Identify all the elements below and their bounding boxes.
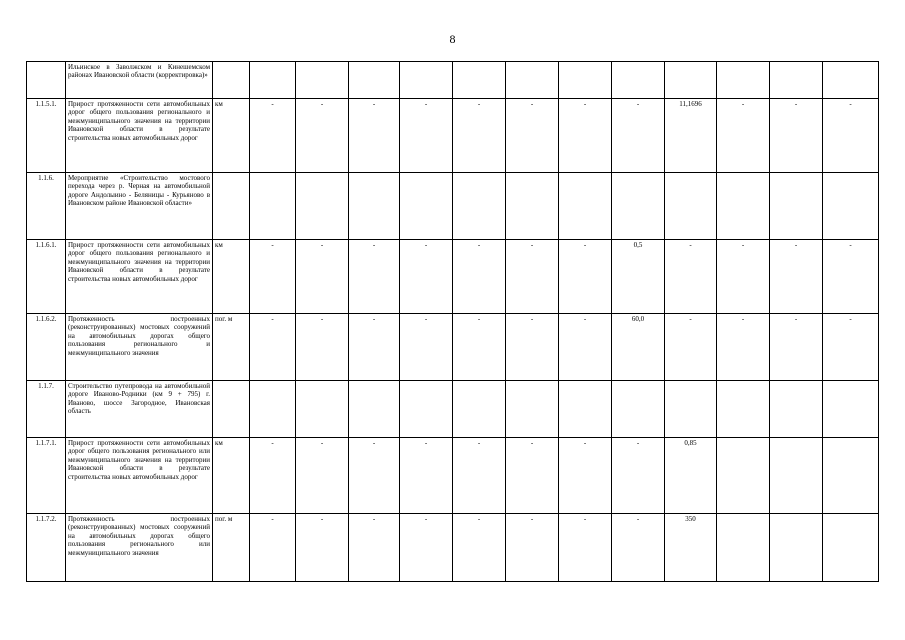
value-cell: - [453,514,506,582]
value-cell: - [400,314,453,381]
indicator-name-cell: Строительство путепровода на автомобильной дороге Иваново-Родники (км 9 + 795) г. Иваново, шоссе Загородное, Ивановская область [66,381,213,438]
unit-cell [213,381,250,438]
unit-cell: км [213,99,250,173]
value-cell: - [612,99,665,173]
value-cell [717,62,770,99]
value-cell-last: - [823,240,879,314]
value-cell: - [400,99,453,173]
value-cell [400,173,453,240]
value-cell: - [453,99,506,173]
value-cell [612,62,665,99]
value-cell [717,381,770,438]
value-cell-last [823,381,879,438]
value-cell: - [770,240,823,314]
value-cell [770,62,823,99]
value-cell [506,62,559,99]
value-cell-last: - [823,99,879,173]
value-cell: - [612,514,665,582]
value-cell [770,438,823,514]
value-cell [665,381,717,438]
indicator-name-cell: Мероприятие «Строительство мостового перехода через р. Черная на автомобильной дороге Андолыино - Беляницы - Курьяново в Ивановском районе Ивановской области» [66,173,213,240]
value-cell [453,62,506,99]
value-cell [717,173,770,240]
value-cell: - [506,438,559,514]
value-cell: 11,1696 [665,99,717,173]
row-number-cell: 1.1.6.1. [27,240,66,314]
indicator-name-cell: Протяженность построенных (реконструированных) мостовых сооружений на автомобильных дорогах общего пользования регионального или межмуниципального значения [66,514,213,582]
indicator-name-cell: Протяженность построенных (реконструированных) мостовых сооружений на автомобильных дорогах общего пользования регионального и межмуниципального значения [66,314,213,381]
value-cell [400,62,453,99]
value-cell [349,173,400,240]
indicator-name-cell: Ильинское в Заволжском и Кинешемском районах Ивановской области (корректировка)» [66,62,213,99]
value-cell [717,438,770,514]
value-cell: - [349,314,400,381]
value-cell: - [453,438,506,514]
value-cell [506,173,559,240]
value-cell: 0,5 [612,240,665,314]
value-cell [296,173,349,240]
value-cell-last: - [823,314,879,381]
value-cell: - [559,314,612,381]
row-number-cell: 1.1.7. [27,381,66,438]
indicators-table [26,61,879,582]
value-cell: - [349,514,400,582]
value-cell-last [823,62,879,99]
value-cell: - [665,314,717,381]
table-row [27,514,879,582]
value-cell: - [250,240,296,314]
value-cell: - [506,514,559,582]
value-cell: - [296,99,349,173]
page-number: 8 [449,32,456,46]
indicator-name-cell: Прирост протяженности сети автомобильных дорог общего пользования регионального и межмуниципального значения на территории Ивановской области в результате строительства новых автомобильных дорог [66,99,213,173]
unit-cell: пог. м [213,314,250,381]
value-cell: - [400,240,453,314]
value-cell: - [506,99,559,173]
value-cell: 60,0 [612,314,665,381]
value-cell: - [559,514,612,582]
value-cell: - [296,240,349,314]
table-row [27,99,879,173]
row-number-cell: 1.1.5.1. [27,99,66,173]
value-cell: - [296,514,349,582]
value-cell [349,381,400,438]
unit-cell: пог. м [213,514,250,582]
value-cell: - [349,438,400,514]
value-cell: - [250,514,296,582]
value-cell: - [250,99,296,173]
value-cell [559,381,612,438]
value-cell: 350 [665,514,717,582]
value-cell: - [349,99,400,173]
value-cell: - [296,314,349,381]
value-cell [559,62,612,99]
value-cell: - [250,438,296,514]
value-cell [612,173,665,240]
value-cell: - [506,314,559,381]
value-cell: - [349,240,400,314]
unit-cell: км [213,240,250,314]
table-row [27,438,879,514]
value-cell: 0,85 [665,438,717,514]
value-cell-last [823,173,879,240]
value-cell: - [453,314,506,381]
value-cell [250,173,296,240]
table-row [27,314,879,381]
value-cell [770,381,823,438]
value-cell [717,514,770,582]
value-cell [250,381,296,438]
value-cell [400,381,453,438]
table-row [27,381,879,438]
value-cell: - [453,240,506,314]
value-cell [349,62,400,99]
value-cell: - [665,240,717,314]
value-cell [453,173,506,240]
row-number-cell: 1.1.6. [27,173,66,240]
unit-cell [213,173,250,240]
value-cell [770,173,823,240]
value-cell [506,381,559,438]
table-row [27,173,879,240]
value-cell-last [823,514,879,582]
row-number-cell [27,62,66,99]
value-cell [296,62,349,99]
table-row [27,240,879,314]
row-number-cell: 1.1.7.1. [27,438,66,514]
indicator-name-cell: Прирост протяженности сети автомобильных дорог общего пользования регионального и межмуниципального значения на территории Ивановской области в результате строительства новых автомобильных дорог [66,240,213,314]
value-cell: - [250,314,296,381]
table-row [27,62,879,99]
value-cell: - [559,240,612,314]
value-cell [770,514,823,582]
value-cell: - [559,438,612,514]
value-cell: - [506,240,559,314]
row-number-cell: 1.1.7.2. [27,514,66,582]
value-cell: - [400,438,453,514]
indicator-name-cell: Прирост протяженности сети автомобильных дорог общего пользования регионального или межмуниципального значения на территории Ивановской области в результате строительства новых автомобильных дорог [66,438,213,514]
row-number-cell: 1.1.6.2. [27,314,66,381]
value-cell: - [400,514,453,582]
value-cell [665,62,717,99]
value-cell: - [612,438,665,514]
value-cell: - [717,314,770,381]
value-cell: - [770,99,823,173]
value-cell [612,381,665,438]
value-cell: - [717,99,770,173]
unit-cell [213,62,250,99]
table-body [27,62,879,582]
value-cell [665,173,717,240]
value-cell: - [559,99,612,173]
value-cell [296,381,349,438]
value-cell [453,381,506,438]
value-cell: - [296,438,349,514]
value-cell [559,173,612,240]
value-cell-last [823,438,879,514]
value-cell [250,62,296,99]
value-cell: - [717,240,770,314]
unit-cell: км [213,438,250,514]
value-cell: - [770,314,823,381]
